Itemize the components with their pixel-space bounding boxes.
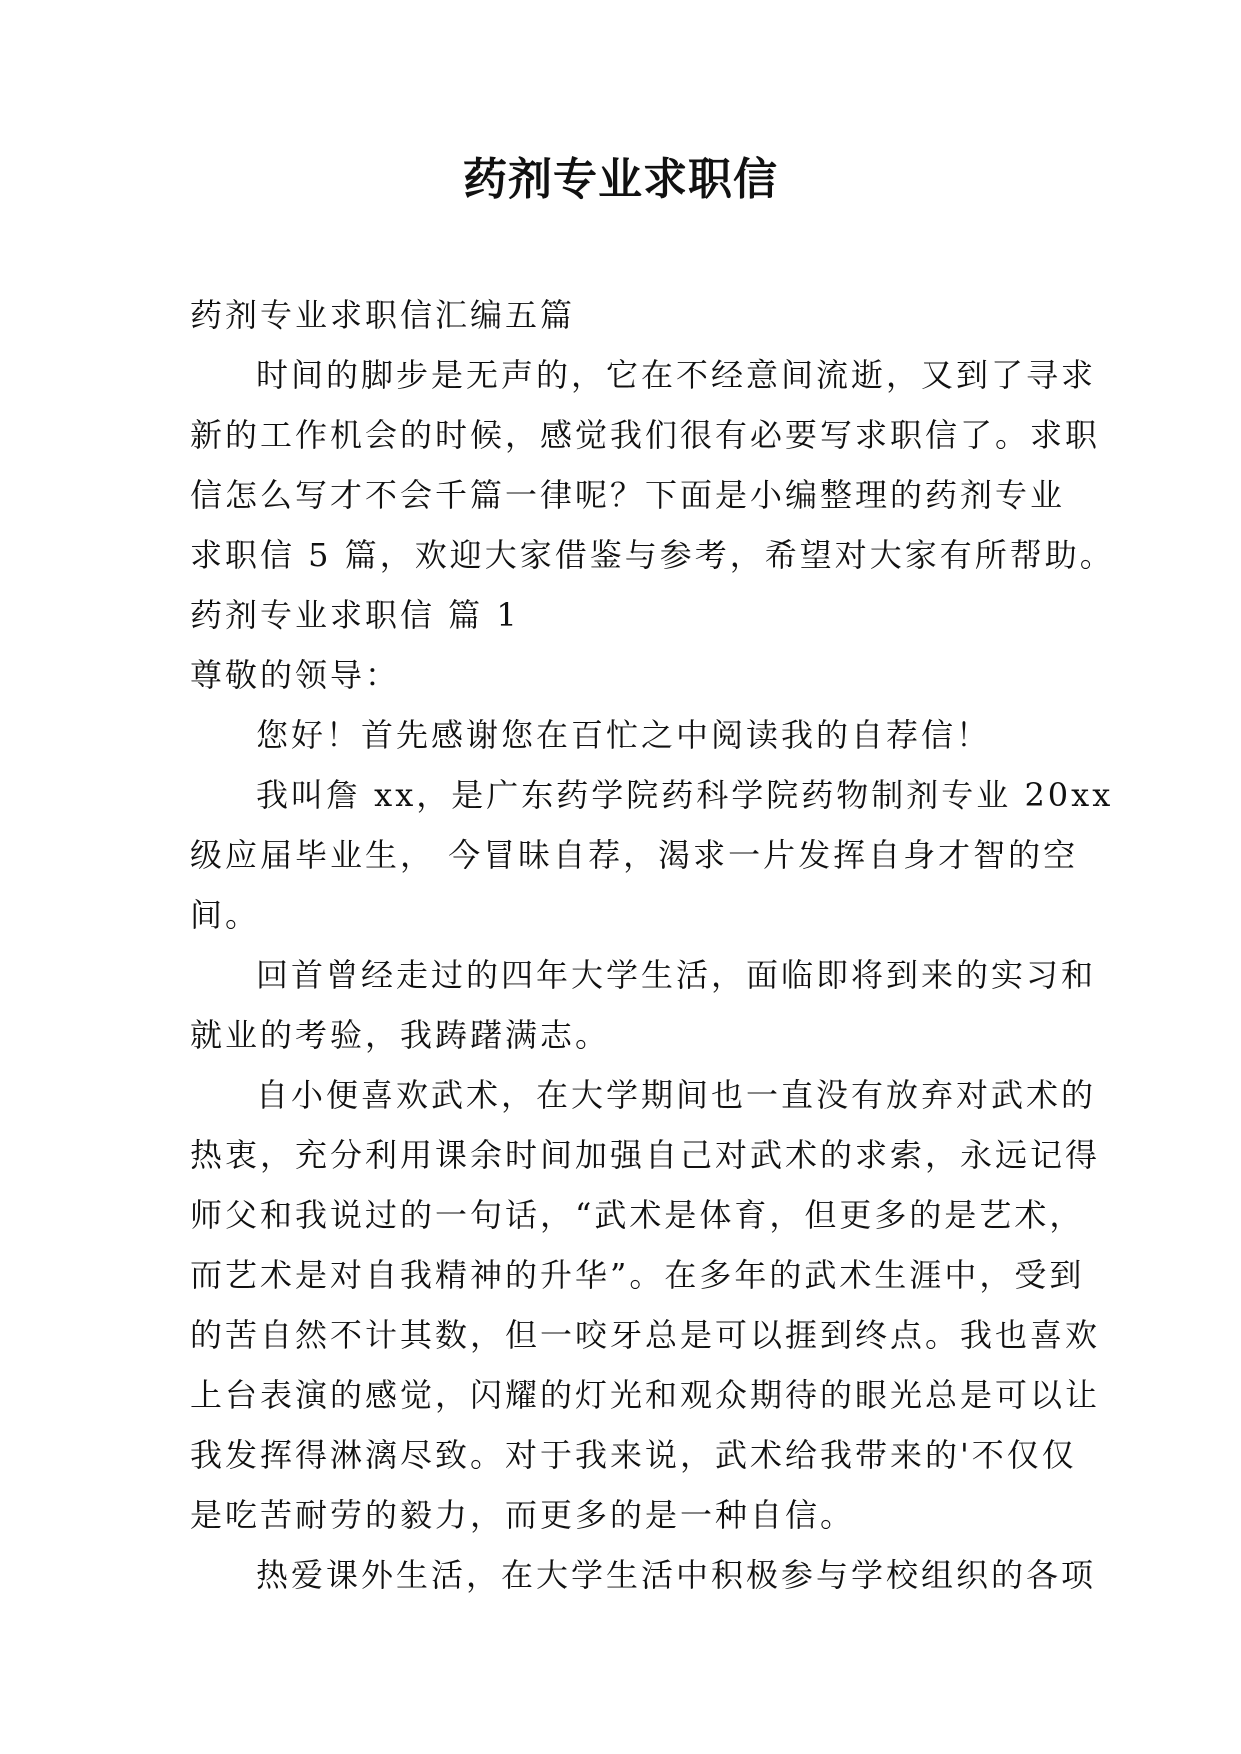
text-line: 新的工作机会的时候，感觉我们很有必要写求职信了。求职 — [190, 416, 1101, 454]
text-line: 回首曾经走过的四年大学生活，面临即将到来的实习和 — [256, 956, 1097, 994]
text-line: 级应届毕业生， 今冒昧自荐，渴求一片发挥自身才智的空 — [190, 836, 1079, 874]
text-line: 时间的脚步是无声的，它在不经意间流逝，又到了寻求 — [256, 356, 1097, 394]
text-line: 您好！首先感谢您在百忙之中阅读我的自荐信！ — [256, 716, 992, 754]
text-line: 我发挥得淋漓尽致。对于我来说，武术给我带来的'不仅仅 — [190, 1436, 1077, 1474]
text-line: 上台表演的感觉，闪耀的灯光和观众期待的眼光总是可以让 — [190, 1376, 1101, 1414]
text-line: 我叫詹 xx，是广东药学院药科学院药物制剂专业 20xx — [256, 776, 1114, 814]
text-line: 尊敬的领导： — [190, 656, 401, 694]
text-line: 师父和我说过的一句话，“武术是体育，但更多的是艺术， — [190, 1196, 1085, 1234]
text-line: 热爱课外生活，在大学生活中积极参与学校组织的各项 — [256, 1556, 1097, 1594]
text-line: 而艺术是对自我精神的升华”。在多年的武术生涯中，受到 — [190, 1256, 1085, 1294]
text-line: 自小便喜欢武术，在大学期间也一直没有放弃对武术的 — [256, 1076, 1097, 1114]
text-line: 信怎么写才不会千篇一律呢？下面是小编整理的药剂专业 — [190, 476, 1066, 514]
text-line: 的苦自然不计其数，但一咬牙总是可以捱到终点。我也喜欢 — [190, 1316, 1101, 1354]
text-line: 药剂专业求职信汇编五篇 — [190, 296, 576, 334]
text-line: 药剂专业求职信 篇 1 — [190, 596, 520, 634]
text-line: 求职信 5 篇，欢迎大家借鉴与参考，希望对大家有所帮助。 — [190, 536, 1115, 574]
text-line: 间。 — [190, 896, 261, 934]
text-line: 就业的考验，我踌躇满志。 — [190, 1016, 611, 1054]
document-body — [190, 285, 1115, 1605]
document-title: 药剂专业求职信 — [463, 154, 778, 205]
text-line: 热衷，充分利用课余时间加强自己对武术的求索，永远记得 — [190, 1136, 1101, 1174]
text-line: 是吃苦耐劳的毅力，而更多的是一种自信。 — [190, 1496, 856, 1534]
